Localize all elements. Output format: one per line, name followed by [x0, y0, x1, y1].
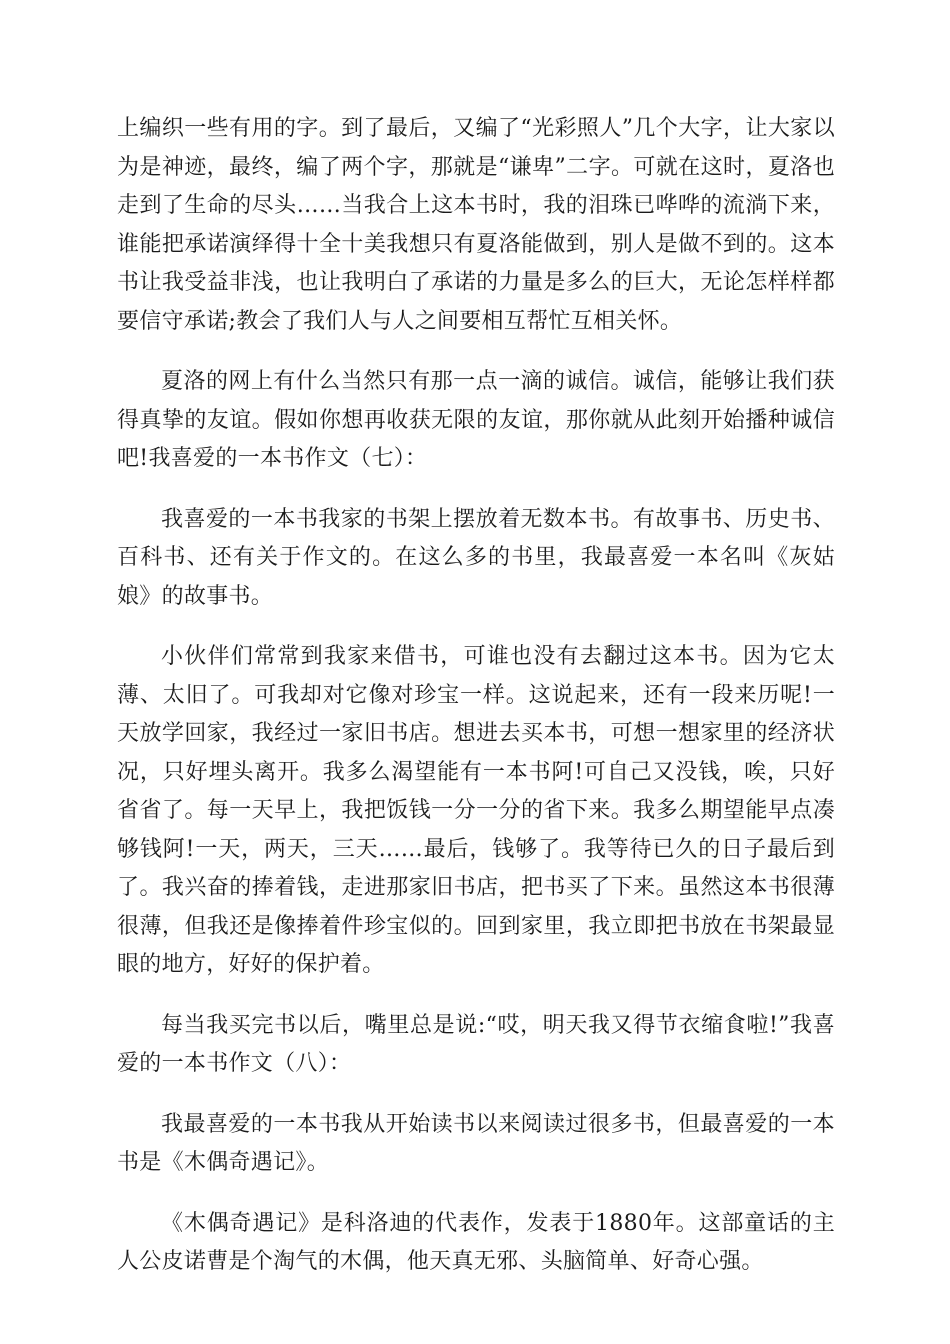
- paragraph-3: 我喜爱的一本书我家的书架上摆放着无数本书。有故事书、历史书、百科书、还有关于作文的。在这么多的书里，我最喜爱一本名叫《灰姑娘》的故事书。: [117, 506, 835, 609]
- paragraph-5: 每当我买完书以后，嘴里总是说:“哎，明天我又得节衣缩食啦!”我喜爱的一本书作文（八）：: [117, 1012, 835, 1076]
- paragraph-6: 我最喜爱的一本书我从开始读书以来阅读过很多书，但最喜爱的一本书是《木偶奇遇记》。: [117, 1111, 835, 1175]
- paragraph-2: 夏洛的网上有什么当然只有那一点一滴的诚信。诚信，能够让我们获得真挚的友谊。假如你想再收获无限的友谊，那你就从此刻开始播种诚信吧!我喜爱的一本书作文（七）：: [117, 369, 835, 471]
- paragraph-4: 小伙伴们常常到我家来借书，可谁也没有去翻过这本书。因为它太薄、太旧了。可我却对它像对珍宝一样。这说起来，还有一段来历呢!一天放学回家，我经过一家旧书店。想进去买本书，可想一想家里的经济状况，只好埋头离开。我多么渴望能有一本书阿!可自己又没钱，唉，只好省省了。每一天早上，我把饭钱一分一分的省下来。我多么期望能早点凑够钱阿!一天，两天，三天……最后，钱够了。我等待已久的日子最后到了。我兴奋的捧着钱，走进那家旧书店，把书买了下来。虽然这本书很薄很薄，但我还是像捧着件珍宝似的。回到家里，我立即把书放在书架最显眼的地方，好好的保护着。: [117, 644, 835, 977]
- document-body: [117, 110, 835, 1304]
- paragraph-7: 《木偶奇遇记》是科洛迪的代表作，发表于1880年。这部童话的主人公皮诺曹是个淘气的木偶，他天真无邪、头脑简单、好奇心强。: [117, 1210, 835, 1274]
- paragraph-1: 上编织一些有用的字。到了最后，又编了“光彩照人”几个大字，让大家以为是神迹，最终，编了两个字，那就是“谦卑”二字。可就在这时，夏洛也走到了生命的尽头……当我合上这本书时，我的泪珠已哗哗的流淌下来，谁能把承诺演绎得十全十美我想只有夏洛能做到，别人是做不到的。这本书让我受益非浅，也让我明白了承诺的力量是多么的巨大，无论怎样样都要信守承诺;教会了我们人与人之间要相互帮忙互相关怀。: [117, 116, 835, 334]
